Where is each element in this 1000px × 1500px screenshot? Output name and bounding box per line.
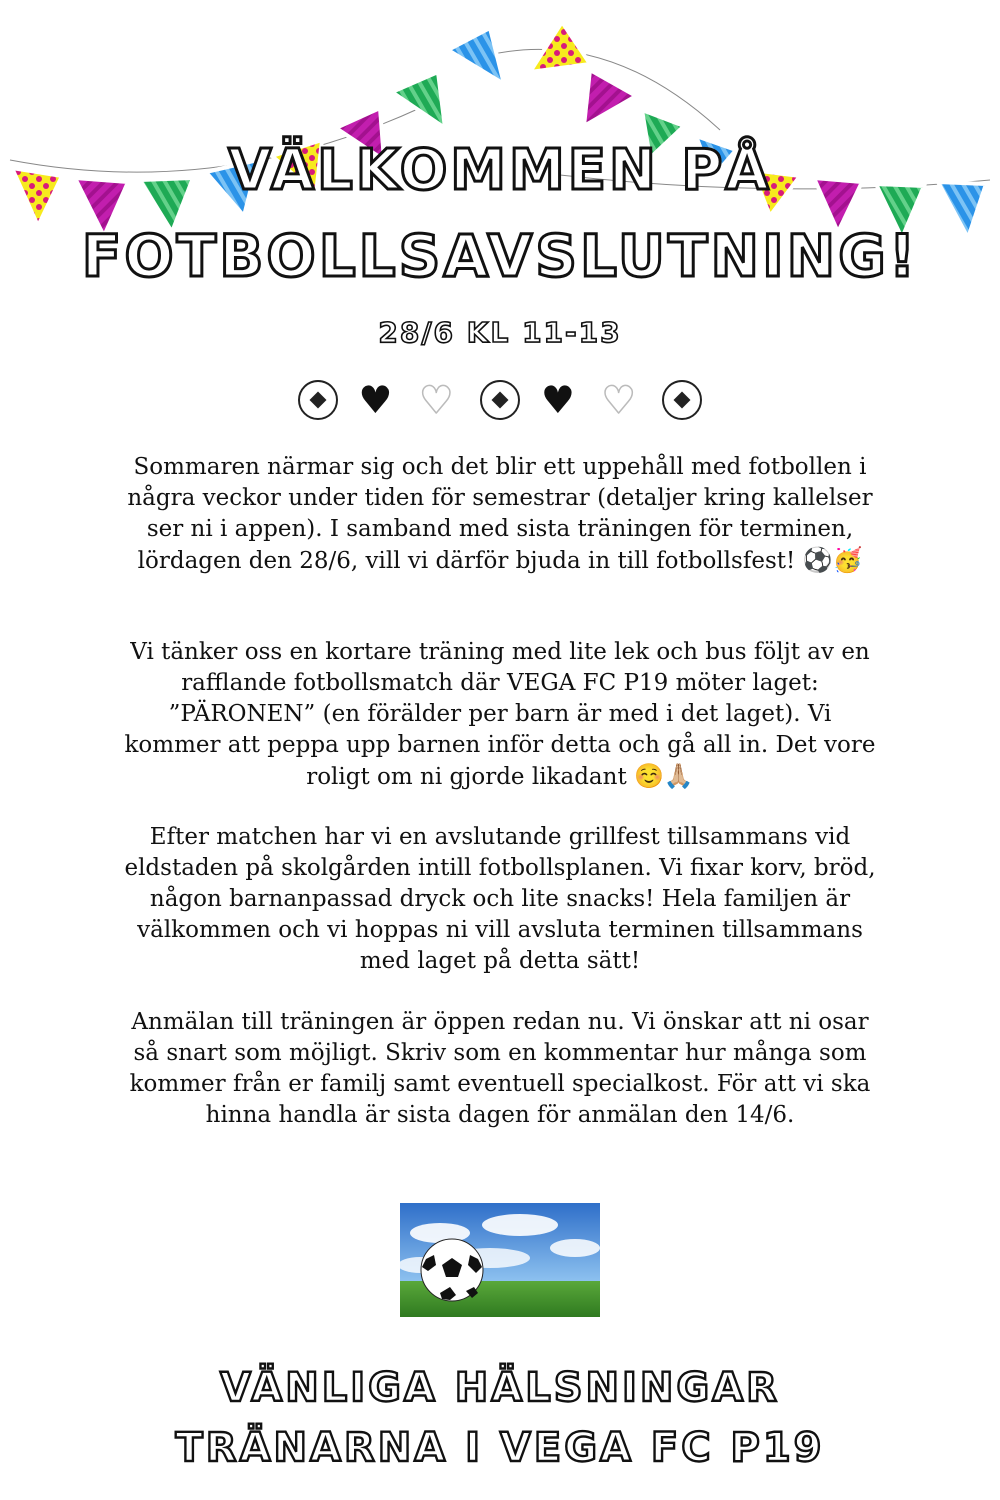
white-heart-icon: ♥: [601, 377, 642, 422]
match-paragraph-text: Vi tänker oss en kortare träning med lite lek och bus följt av en rafflande fotbollsmatch där VEGA FC P19 möter laget: ”PÄRONEN” (en förälder per barn är med i det laget). Vi kommer att peppa upp barnen inför detta och gå all in. Det vore roligt om ni gjorde likadant: [124, 639, 876, 790]
pennant-flag: [530, 22, 590, 72]
ball-party-emoji: ⚽🥳: [802, 546, 863, 574]
event-date-time: 28/6 KL 11-13: [378, 316, 622, 349]
intro-paragraph-text: Sommaren närmar sig och det blir ett uppehåll med fotbollen i några veckor under tiden för semestrar (detaljer kring kallelser ser ni i appen). I samband med sista träningen för terminen, lördagen den 28/6, vill vi därför bjuda in till fotbollsfest!: [127, 454, 873, 574]
pennant-flag: [584, 70, 636, 126]
smile-pray-emoji: ☺️🙏🏼: [634, 762, 694, 790]
decorative-emoji-row: [0, 378, 1000, 420]
barbecue-paragraph: Efter matchen har vi en avslutande grillfest tillsammans vid eldstaden på skolgården intill fotbollsplanen. Vi fixar korv, bröd, någon barnanpassad dryck och lite snacks! Hela familjen är välkommen och vi hoppas ni vill avsluta terminen tillsammans med laget på detta sätt!: [124, 824, 876, 974]
page-title-line-2: FOTBOLLSAVSLUTNING!: [81, 222, 919, 290]
registration-paragraph: Anmälan till träningen är öppen redan nu. Vi önskar att ni osar så snart som möjligt. Skriv som en kommentar hur många som kommer från er familj samt eventuell specialkost. För att vi ska hinna handla är sista dagen för anmälan den 14/6.: [129, 1009, 871, 1128]
pennant-flag: [448, 28, 504, 84]
black-heart-icon: ♥: [358, 377, 399, 422]
black-heart-icon: ♥: [540, 377, 581, 422]
soccer-ball-icon: [480, 380, 520, 420]
intro-paragraph: [120, 452, 880, 577]
match-paragraph: [120, 637, 880, 793]
page-title-line-1: VÄLKOMMEN PÅ: [228, 138, 772, 203]
bunting-garland: [0, 0, 1000, 260]
signoff-greeting: VÄNLIGA HÄLSNINGAR: [220, 1365, 780, 1411]
pennant-flag: [392, 72, 445, 128]
signoff-signature: TRÄNARNA I VEGA FC P19: [175, 1425, 825, 1471]
football-on-grass-photo: [400, 1203, 600, 1317]
white-heart-icon: ♥: [419, 377, 460, 422]
soccer-ball-icon: [298, 380, 338, 420]
soccer-ball-icon: [662, 380, 702, 420]
